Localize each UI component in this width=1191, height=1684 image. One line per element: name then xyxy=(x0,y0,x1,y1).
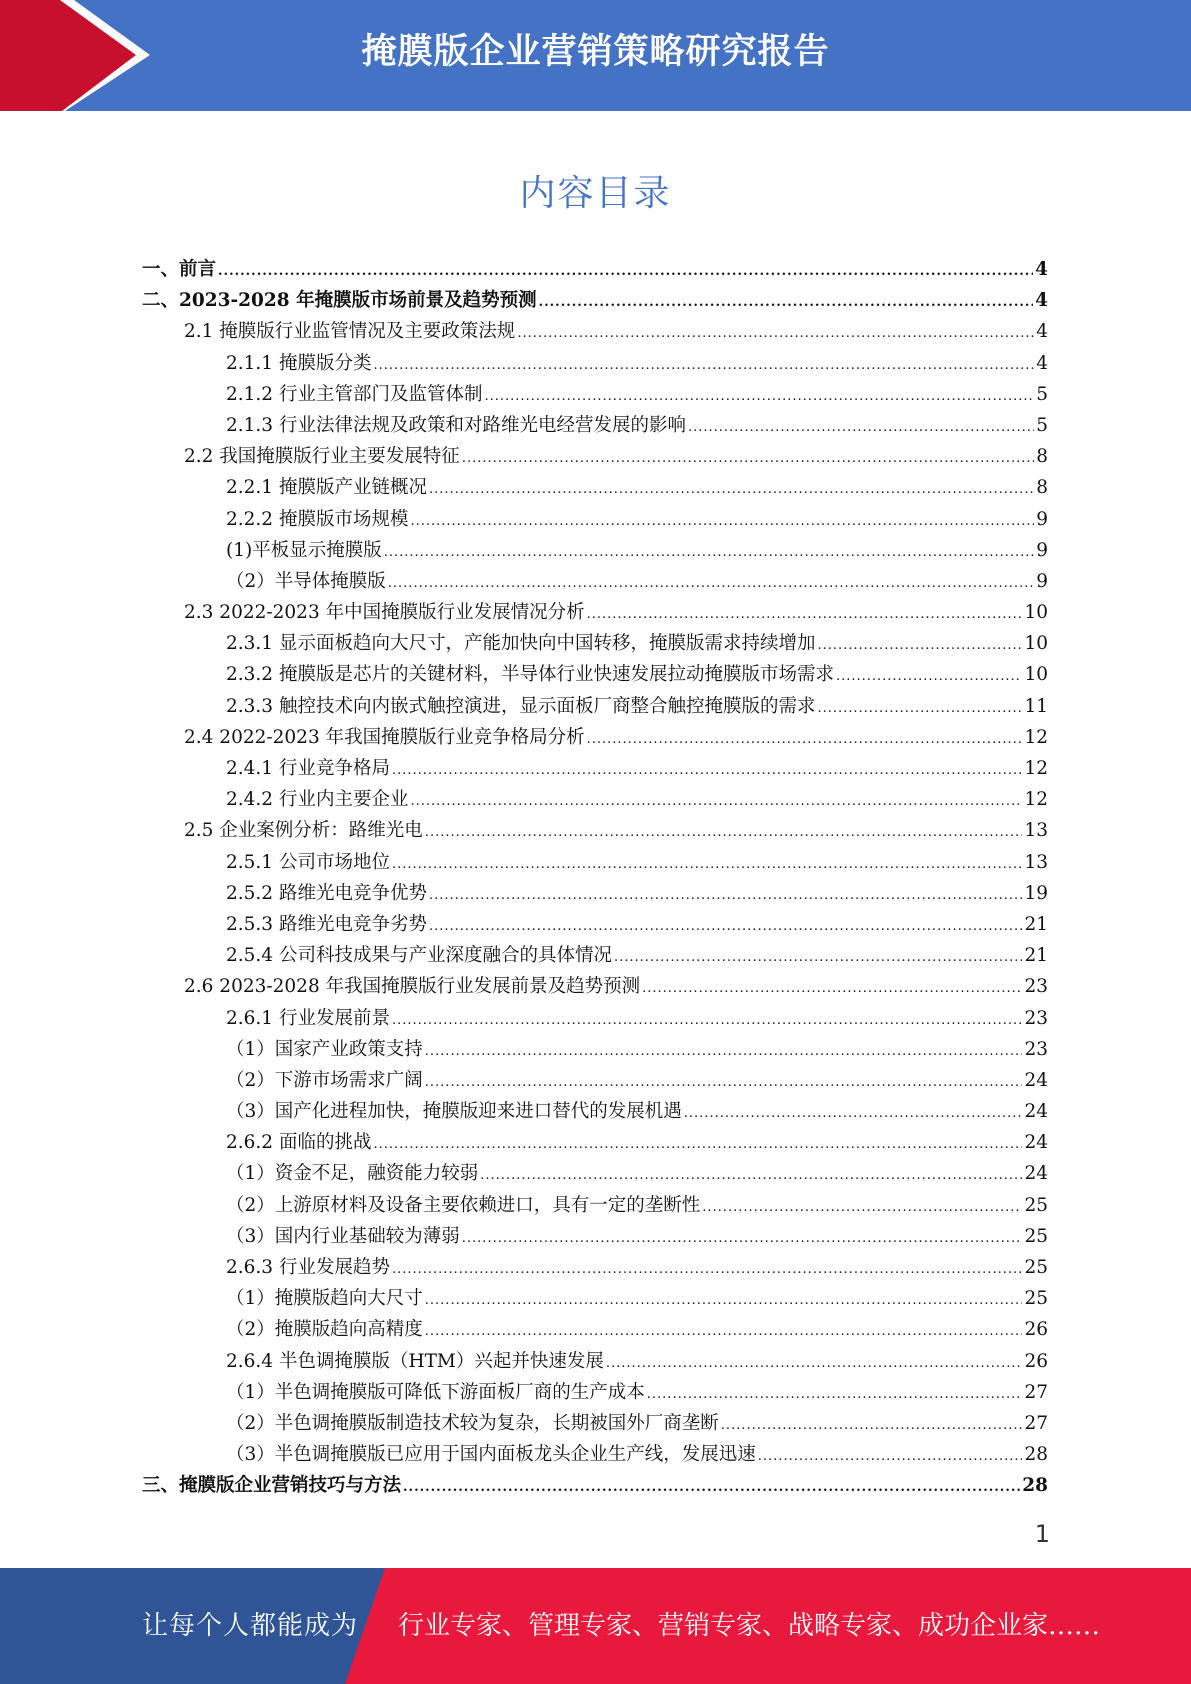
toc-entry-page: 25 xyxy=(1024,1257,1048,1278)
toc-entry-label: 2.6 2023-2028 年我国掩膜版行业发展前景及趋势预测 xyxy=(184,976,641,998)
toc-entry-label: 2.5.1 公司市场地位 xyxy=(226,851,390,873)
toc-entry-label: （2）掩膜版趋向高精度 xyxy=(226,1319,423,1341)
dot-leader xyxy=(373,350,1034,381)
dot-leader xyxy=(642,973,1022,1004)
dot-leader xyxy=(429,880,1022,911)
dot-leader xyxy=(462,443,1034,474)
toc-entry-label: 一、前言 xyxy=(142,259,217,280)
dot-leader xyxy=(587,724,1023,755)
toc-entry-page: 12 xyxy=(1024,789,1048,811)
toc-entry-page: 8 xyxy=(1036,446,1048,468)
toc-entry-label: （1）半色调掩膜版可降低下游面板厂商的生产成本 xyxy=(226,1381,645,1403)
dot-leader xyxy=(517,318,1034,349)
toc-entry-page: 5 xyxy=(1036,414,1048,436)
toc-entry-page: 21 xyxy=(1024,913,1048,935)
footer-slogan: 让每个人都能成为 xyxy=(142,1611,359,1641)
toc-entry[interactable] xyxy=(142,1096,1048,1127)
toc-entry-label: 2.2 我国掩膜版行业主要发展特征 xyxy=(184,446,460,468)
toc-entry[interactable] xyxy=(142,1346,1048,1377)
dot-leader xyxy=(688,412,1034,443)
dot-leader xyxy=(817,693,1022,724)
toc-entry-page: 21 xyxy=(1024,945,1048,967)
toc-entry[interactable] xyxy=(142,1283,1048,1314)
toc-entry[interactable] xyxy=(142,504,1048,535)
dot-leader xyxy=(462,1223,1023,1254)
toc-entry-page: 28 xyxy=(1022,1475,1048,1497)
toc-entry[interactable] xyxy=(142,1158,1048,1189)
dot-leader xyxy=(425,817,1023,848)
footer-roles: 行业专家、管理专家、营销专家、战略专家、成功企业家…… xyxy=(398,1611,1101,1641)
toc-entry-label: （3）半色调掩膜版已应用于国内面板龙头企业生产线，发展迅速 xyxy=(226,1444,756,1466)
toc-entry-label: (1)平板显示掩膜版 xyxy=(226,539,382,561)
toc-entry[interactable] xyxy=(142,597,1048,628)
toc-entry-label: 2.3.1 显示面板趋向大尺寸，产能加快向中国转移，掩膜版需求持续增加 xyxy=(226,633,816,655)
toc-entry-label: 2.6.3 行业发展趋势 xyxy=(226,1257,390,1278)
toc-entry-page: 26 xyxy=(1024,1350,1048,1372)
dot-leader xyxy=(425,1067,1023,1098)
dot-leader xyxy=(392,755,1022,786)
toc-entry-page: 23 xyxy=(1024,1038,1048,1060)
toc-entry-label: 三、掩膜版企业营销技巧与方法 xyxy=(142,1475,402,1497)
toc-heading: 内容目录 xyxy=(519,173,672,214)
toc-entry-page: 24 xyxy=(1024,1069,1048,1091)
dot-leader xyxy=(480,1160,1022,1191)
toc-entry-page: 11 xyxy=(1024,695,1048,717)
dot-leader xyxy=(614,942,1022,973)
dot-leader xyxy=(539,287,1034,318)
dot-leader xyxy=(392,849,1022,880)
toc-entry-label: 2.1.3 行业法律法规及政策和对路维光电经营发展的影响 xyxy=(226,414,686,436)
toc-entry[interactable] xyxy=(142,316,1048,347)
toc-entry-page: 25 xyxy=(1024,1225,1048,1247)
toc-entry[interactable] xyxy=(142,1408,1048,1439)
toc-entry-label: （3）国内行业基础较为薄弱 xyxy=(226,1225,460,1247)
toc-entry-label: 2.5.3 路维光电竞争劣势 xyxy=(226,913,427,935)
toc-entry[interactable] xyxy=(142,878,1048,909)
dot-leader xyxy=(384,537,1035,568)
toc-entry-label: （1）资金不足，融资能力较弱 xyxy=(226,1163,479,1185)
toc-entry[interactable] xyxy=(142,1221,1048,1252)
dot-leader xyxy=(587,599,1023,630)
footer-banner xyxy=(0,1568,1191,1684)
toc-entry[interactable] xyxy=(142,379,1048,410)
dot-leader xyxy=(647,1379,1023,1410)
toc-entry-page: 24 xyxy=(1024,1163,1048,1185)
dot-leader xyxy=(373,1129,1022,1160)
toc-entry-page: 4 xyxy=(1036,321,1048,343)
toc-entry-label: 2.3.3 触控技术向内嵌式触控演进，显示面板厂商整合触控掩膜版的需求 xyxy=(226,695,816,717)
toc-entry-page: 26 xyxy=(1024,1319,1048,1341)
toc-entry-page: 13 xyxy=(1024,851,1048,873)
toc-entry[interactable] xyxy=(142,254,1048,285)
toc-entry-label: 2.6.4 半色调掩膜版（HTM）兴起并快速发展 xyxy=(226,1350,604,1372)
toc-entry[interactable] xyxy=(142,909,1048,940)
toc-entry-page: 4 xyxy=(1035,259,1048,280)
dot-leader xyxy=(425,1316,1023,1347)
toc-entry-label: （2）上游原材料及设备主要依赖进口，具有一定的垄断性 xyxy=(226,1194,701,1216)
toc-entry[interactable] xyxy=(142,722,1048,753)
toc-entry-page: 28 xyxy=(1024,1444,1048,1466)
toc-entry-page: 10 xyxy=(1024,633,1048,655)
toc-entry-label: （2）半色调掩膜版制造技术较为复杂，长期被国外厂商垄断 xyxy=(226,1412,719,1434)
toc-entry[interactable] xyxy=(142,659,1048,690)
toc-entry-label: 2.5.2 路维光电竞争优势 xyxy=(226,882,427,904)
toc-entry-label: 2.1.2 行业主管部门及监管体制 xyxy=(226,383,483,405)
toc-entry-page: 25 xyxy=(1024,1288,1048,1310)
toc-entry-label: （1）国家产业政策支持 xyxy=(226,1038,423,1060)
toc-entry-page: 9 xyxy=(1036,570,1048,592)
toc-entry[interactable] xyxy=(142,847,1048,878)
toc-entry-label: 2.1.1 掩膜版分类 xyxy=(226,352,372,374)
toc-entry-label: 2.6.2 面临的挑战 xyxy=(226,1132,372,1154)
dot-leader xyxy=(836,661,1022,692)
toc-entry-label: （2）半导体掩膜版 xyxy=(226,570,386,592)
toc-entry-page: 9 xyxy=(1036,508,1048,530)
toc-entry[interactable] xyxy=(142,1377,1048,1408)
toc-entry[interactable] xyxy=(142,566,1048,597)
toc-entry-label: 2.2.1 掩膜版产业链概况 xyxy=(226,477,427,499)
dot-leader xyxy=(429,911,1022,942)
dot-leader xyxy=(410,506,1034,537)
toc-entry[interactable] xyxy=(142,441,1048,472)
dot-leader xyxy=(392,1005,1022,1036)
dot-leader xyxy=(425,1285,1023,1316)
toc-entry-label: 2.4.1 行业竞争格局 xyxy=(226,758,390,779)
toc-entry[interactable] xyxy=(142,1190,1048,1221)
report-title: 掩膜版企业营销策略研究报告 xyxy=(361,32,830,72)
toc-entry[interactable] xyxy=(142,1065,1048,1096)
toc-entry-page: 8 xyxy=(1036,477,1048,499)
dot-leader xyxy=(684,1098,1023,1129)
toc-entry-page: 27 xyxy=(1024,1381,1048,1403)
toc-entry-label: 2.3 2022-2023 年中国掩膜版行业发展情况分析 xyxy=(184,602,585,624)
dot-leader xyxy=(410,786,1022,817)
toc-entry-label: （1）掩膜版趋向大尺寸 xyxy=(226,1288,423,1310)
toc-entry[interactable] xyxy=(142,1003,1048,1034)
toc-entry[interactable] xyxy=(142,535,1048,566)
dot-leader xyxy=(606,1348,1023,1379)
toc-entry-page: 24 xyxy=(1024,1132,1048,1154)
toc-entry[interactable] xyxy=(142,285,1048,316)
toc-entry-page: 27 xyxy=(1024,1412,1048,1434)
toc-entry-page: 13 xyxy=(1024,820,1048,842)
toc-entry-label: 2.4 2022-2023 年我国掩膜版行业竞争格局分析 xyxy=(184,726,585,748)
toc-entry[interactable] xyxy=(142,1127,1048,1158)
toc-entry-page: 19 xyxy=(1024,882,1048,904)
toc-entry[interactable] xyxy=(142,971,1048,1002)
page-number: 1 xyxy=(1034,1520,1050,1548)
dot-leader xyxy=(388,568,1034,599)
toc-entry-label: 2.2.2 掩膜版市场规模 xyxy=(226,508,409,530)
toc-entry-page: 23 xyxy=(1024,1007,1048,1029)
toc-entry-label: 二、2023-2028 年掩膜版市场前景及趋势预测 xyxy=(142,290,537,312)
toc-entry-label: 2.5.4 公司科技成果与产业深度融合的具体情况 xyxy=(226,945,612,967)
toc-entry-page: 25 xyxy=(1024,1194,1048,1216)
toc-entry-page: 5 xyxy=(1036,383,1048,405)
toc-entry[interactable] xyxy=(142,784,1048,815)
toc-entry-page: 23 xyxy=(1024,976,1048,998)
toc-entry-page: 12 xyxy=(1024,726,1048,748)
toc-entry[interactable] xyxy=(142,1470,1048,1501)
toc-entry-page: 24 xyxy=(1024,1101,1048,1123)
toc-entry-label: （2）下游市场需求广阔 xyxy=(226,1069,423,1091)
toc-entry[interactable] xyxy=(142,691,1048,722)
toc-entry-page: 12 xyxy=(1024,758,1048,779)
toc-entry[interactable] xyxy=(142,940,1048,971)
dot-leader xyxy=(425,1036,1023,1067)
toc-entry-label: 2.3.2 掩膜版是芯片的关键材料，半导体行业快速发展拉动掩膜版市场需求 xyxy=(226,664,834,686)
toc-entry[interactable] xyxy=(142,1252,1048,1283)
dot-leader xyxy=(392,1254,1022,1285)
toc-entry[interactable] xyxy=(142,410,1048,441)
toc-entry-page: 4 xyxy=(1035,290,1048,312)
toc-entry-label: 2.4.2 行业内主要企业 xyxy=(226,789,409,811)
toc-entry-label: 2.5 企业案例分析：路维光电 xyxy=(184,820,423,842)
toc-entry[interactable] xyxy=(142,1034,1048,1065)
table-of-contents xyxy=(142,254,1048,1502)
toc-entry[interactable] xyxy=(142,348,1048,379)
dot-leader xyxy=(758,1441,1023,1472)
dot-leader xyxy=(484,381,1034,412)
toc-entry[interactable] xyxy=(142,815,1048,846)
toc-entry[interactable] xyxy=(142,1314,1048,1345)
dot-leader xyxy=(702,1192,1022,1223)
toc-entry-label: （3）国产化进程加快，掩膜版迎来进口替代的发展机遇 xyxy=(226,1101,682,1123)
toc-entry-page: 4 xyxy=(1036,352,1048,374)
dot-leader xyxy=(429,474,1034,505)
toc-entry-label: 2.6.1 行业发展前景 xyxy=(226,1007,390,1029)
toc-entry[interactable] xyxy=(142,472,1048,503)
header-band xyxy=(0,0,1191,111)
dot-leader xyxy=(721,1410,1023,1441)
toc-entry-page: 10 xyxy=(1024,664,1048,686)
dot-leader xyxy=(218,256,1033,287)
dot-leader xyxy=(403,1472,1020,1503)
toc-entry[interactable] xyxy=(142,1439,1048,1470)
toc-entry-label: 2.1 掩膜版行业监管情况及主要政策法规 xyxy=(184,321,516,343)
toc-entry[interactable] xyxy=(142,628,1048,659)
toc-entry[interactable] xyxy=(142,753,1048,784)
dot-leader xyxy=(817,630,1022,661)
toc-entry-page: 9 xyxy=(1036,539,1048,561)
toc-entry-page: 10 xyxy=(1024,602,1048,624)
